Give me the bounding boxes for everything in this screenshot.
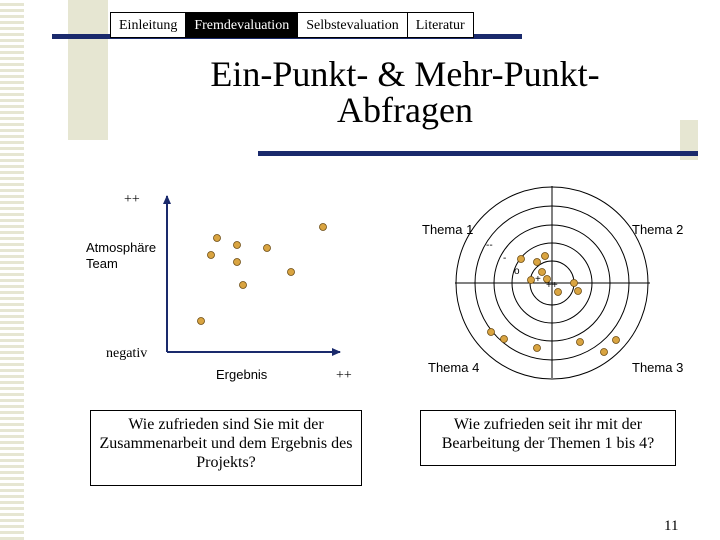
- x-axis-label: Ergebnis: [216, 367, 268, 382]
- scatter-dot: [264, 245, 271, 252]
- scatter-dot: [214, 235, 221, 242]
- tab-fremdevaluation[interactable]: Fremdevaluation: [185, 12, 298, 38]
- tab-einleitung[interactable]: Einleitung: [110, 12, 186, 38]
- scatter-dot: [234, 242, 241, 249]
- scatter-dot: [198, 318, 205, 325]
- y-axis-label-line-1: Atmosphäre: [86, 240, 157, 255]
- target-dot: [534, 259, 541, 266]
- scatter-dots: [198, 224, 327, 325]
- target-dot: [613, 337, 620, 344]
- scatter-dot: [288, 269, 295, 276]
- target-dot: [542, 253, 549, 260]
- target-dot: [501, 336, 508, 343]
- y-axis-label: [86, 240, 156, 272]
- ring-label-very-positive: ++: [546, 280, 558, 291]
- target-dot: [571, 280, 578, 287]
- slide-title-line-1: Ein-Punkt- & Mehr-Punkt-: [210, 54, 600, 94]
- question-right-box: [420, 410, 676, 466]
- target-dot: [488, 329, 495, 336]
- slide-title-line-2: Abfragen: [337, 90, 473, 130]
- thema-3-label: Thema 3: [632, 360, 684, 375]
- thema-4-label: Thema 4: [428, 360, 480, 375]
- target-dot: [534, 345, 541, 352]
- scatter-dot: [234, 259, 241, 266]
- thema-2-label: Thema 2: [632, 222, 684, 237]
- target-dot: [518, 256, 525, 263]
- question-left-text: Wie zufrieden sind Sie mit der Zusammenarbeit und dem Ergebnis des Projekts?: [99, 416, 353, 471]
- ring-label-negative: -: [503, 253, 507, 264]
- page-number: 11: [664, 518, 679, 534]
- ring-label-very-negative: --: [486, 240, 493, 251]
- scatter-dot: [208, 252, 215, 259]
- ring-label-positive: +: [535, 274, 541, 285]
- target-dot: [575, 288, 582, 295]
- target-dots: [488, 253, 620, 356]
- y-top-label: ++: [124, 192, 140, 207]
- ring-label-neutral: o: [514, 266, 520, 277]
- thema-1-label: Thema 1: [422, 222, 474, 237]
- y-axis-label-line-2: Team: [86, 256, 118, 271]
- tab-selbstevaluation[interactable]: Selbstevaluation: [297, 12, 408, 38]
- scatter-dot: [240, 282, 247, 289]
- target-dot: [601, 349, 608, 356]
- scatter-dot: [320, 224, 327, 231]
- question-left-box: [90, 410, 362, 486]
- target-dot: [528, 277, 535, 284]
- question-right-text: Wie zufrieden seit ihr mit der Bearbeitung der Themen 1 bis 4?: [441, 416, 655, 452]
- tab-literatur[interactable]: Literatur: [407, 12, 474, 38]
- target-dot: [577, 339, 584, 346]
- x-right-label: ++: [336, 368, 352, 383]
- y-bottom-label: negativ: [106, 346, 148, 361]
